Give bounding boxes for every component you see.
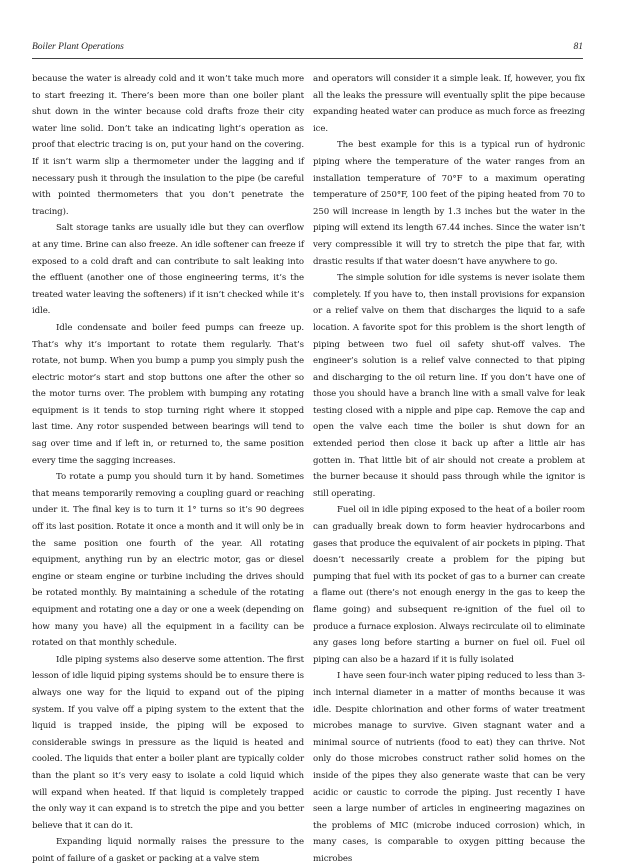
paragraph: The best example for this is a typical run of hydronic piping where the temperature of the water ranges from an installation temperature of 70°F to a maximum operating temperature of 250°F, 100 feet of the piping heated from 70 to 250 will increase in length by 1.3 inches but the water in the piping will extend its length 67.44 inches. Since the water isn’t very compressible it will try to stretch the pipe that far, with drastic results if that water doesn’t have anywhere to go. (313, 140, 585, 267)
right-column (313, 71, 585, 864)
paragraph: because the water is already cold and it won’t take much more to start freezing it. There’s been more than one boiler plant shut down in the winter because cold drafts froze their city water line solid. Don’t take an indicating light’s operation as proof that electric tracing is on, put your hand on the covering. If it isn’t warm slip a thermometer under the lagging and if necessary push it through the insulation to the pipe (be careful with pointed thermometers that you don’t penetrate the tracing). (32, 74, 304, 217)
running-title: Boiler Plant Operations (32, 42, 124, 52)
header-rule (32, 58, 583, 59)
paragraph: and operators will consider it a simple leak. If, however, you fix all the leaks the pressure will eventually split the pipe because expanding heated water can produce as much force as freezing ice. (313, 74, 585, 134)
paragraph: Expanding liquid normally raises the pressure to the point of failure of a gasket or packing at a valve stem (32, 837, 304, 864)
paragraph: To rotate a pump you should turn it by hand. Sometimes that means temporarily removing a coupling guard or reaching under it. The final key is to turn it 1° turns so it’s 90 degrees off its last position. Rotate it once a month and it will only be in the same position one fourth of the year. All rotating equipment, anything run by an electric motor, gas or diesel engine or steam engine or turbine including the drives should be rotated monthly. By maintaining a schedule of the rotating equipment and rotating one a day or one a week (depending on how many you have) all the equipment in a facility can be rotated on that monthly schedule. (32, 472, 304, 649)
paragraph: Fuel oil in idle piping exposed to the heat of a boiler room can gradually break down to form heavier hydrocarbons and gases that produce the equivalent of air pockets in piping. That doesn’t necessarily create a problem for the piping but pumping that fuel with its pocket of gas to a burner can create a flame out (there’s not enough energy in the gas to keep the flame going) and subsequent re-ignition of the fuel oil to produce a furnace explosion. Always recirculate oil to eliminate any gases long before starting a burner on fuel oil. Fuel oil piping can also be a hazard if it is fully isolated (313, 505, 585, 665)
paragraph: Idle piping systems also deserve some attention. The first lesson of idle liquid piping systems should be to ensure there is always one way for the liquid to expand out of the piping system. If you valve off a piping system to the extent that the liquid is trapped inside, the piping will be exposed to considerable swings in pressure as the liquid is heated and cooled. The liquids that enter a boiler plant are typically colder than the plant so it’s very easy to isolate a cold liquid which will expand when heated. If that liquid is completely trapped the only way it can expand is to stretch the pipe and you better believe that it can do it. (32, 654, 304, 831)
paragraph: The simple solution for idle systems is never isolate them completely. If you have to, then install provisions for expansion or a relief valve on them that discharges the liquid to a safe location. A favorite spot for this problem is the short length of piping between two fuel oil safety shut-off valves. The engineer’s solution is a relief valve connected to that piping and discharging to the oil return line. If you don’t have one of those you should have a branch line with a small valve for leak testing closed with a nipple and pipe cap. Remove the cap and open the valve each time the boiler is shut down for an extended period then close it back up after a little air has gotten in. That little bit of air should not create a problem at the burner because it should pass through while the ignitor is still operating. (313, 273, 585, 499)
left-column (32, 71, 304, 864)
running-head (32, 40, 583, 58)
paragraph: Idle condensate and boiler feed pumps can freeze up. That’s why it’s important to rotate them regularly. That’s rotate, not bump. When you bump a pump you simply push the electric motor’s start and stop buttons one after the other so the motor turns over. The problem with bumping any rotating equipment is it tends to stop turning right where it stopped last time. Any rotor suspended between bearings will tend to sag over time and if left in, or returned to, the same position every time the sagging increases. (32, 322, 304, 466)
page-number: 81 (573, 42, 583, 52)
paragraph: Salt storage tanks are usually idle but they can overflow at any time. Brine can also freeze. An idle softener can freeze if exposed to a cold draft and can contribute to salt leaking into the effluent (another one of those engineering terms, it’s the treated water leaving the softeners) if it isn’t checked while it’s idle. (32, 223, 304, 317)
paragraph: I have seen four-inch water piping reduced to less than 3-inch internal diameter in a matter of months because it was idle. Despite chlorination and other forms of water treatment microbes manage to survive. Given stagnant water and a minimal source of nutrients (food to eat) they can thrive. Not only do those microbes construct rather solid homes on the inside of the pipes they also generate waste that can be very acidic or caustic to corrode the piping. Just recently I have seen a large number of articles in engineering magazines on the problems of MIC (microbe induced corrosion) which, in many cases, is comparable to oxygen pitting because the microbes (313, 671, 585, 864)
